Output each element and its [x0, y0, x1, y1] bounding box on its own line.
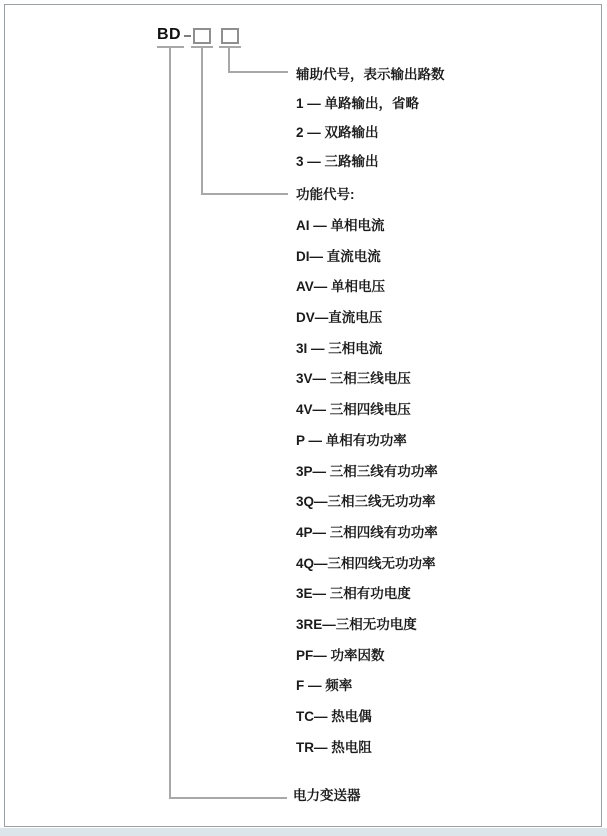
aux-code-box: [221, 28, 239, 44]
list-item: 3I — 三相电流: [296, 340, 383, 356]
model-dash: [184, 35, 191, 37]
list-item: 4P— 三相四线有功功率: [296, 524, 438, 540]
list-item: TC— 热电偶: [296, 709, 372, 725]
list-item: 3P— 三相三线有功功率: [296, 463, 438, 479]
list-item: 3RE—三相无功电度: [296, 616, 417, 632]
function-code-box: [193, 28, 211, 44]
function-code-section: [296, 178, 438, 761]
list-item: PF— 功率因数: [296, 647, 385, 663]
aux-section-title: 辅助代号，表示输出路数: [296, 66, 445, 82]
aux-output-section: [296, 58, 445, 175]
base-connector-vertical: [169, 46, 171, 799]
list-item: 2 — 双路输出: [296, 124, 379, 140]
list-item: 3E— 三相有功电度: [296, 586, 411, 602]
list-item: 1 — 单路输出，省略: [296, 95, 420, 111]
model-prefix: BD: [157, 26, 182, 43]
function-connector-vertical: [201, 46, 203, 195]
list-item: P — 单相有功功率: [296, 432, 407, 448]
base-connector-horizontal: [169, 797, 287, 799]
function-connector-horizontal: [201, 193, 288, 195]
list-item: DV—直流电压: [296, 310, 383, 326]
base-product-label: 电力变送器: [293, 788, 361, 803]
aux-connector-vertical: [228, 46, 230, 73]
aux-section-items: [296, 87, 445, 175]
function-section-title: 功能代号:: [296, 187, 355, 203]
list-item: 3 — 三路输出: [296, 154, 379, 170]
list-item: 4Q—三相四线无功功率: [296, 555, 436, 571]
list-item: DI— 直流电流: [296, 248, 381, 264]
list-item: 3Q—三相三线无功功率: [296, 494, 436, 510]
list-item: TR— 热电阻: [296, 739, 372, 755]
list-item: F — 频率: [296, 678, 353, 694]
list-item: AI — 单相电流: [296, 218, 385, 234]
bottom-band: [0, 828, 607, 836]
function-section-items: [296, 209, 438, 761]
list-item: 3V— 三相三线电压: [296, 371, 411, 387]
list-item: AV— 单相电压: [296, 279, 386, 295]
list-item: 4V— 三相四线电压: [296, 402, 411, 418]
aux-connector-horizontal: [228, 71, 288, 73]
aux-box-tick: [219, 46, 241, 48]
